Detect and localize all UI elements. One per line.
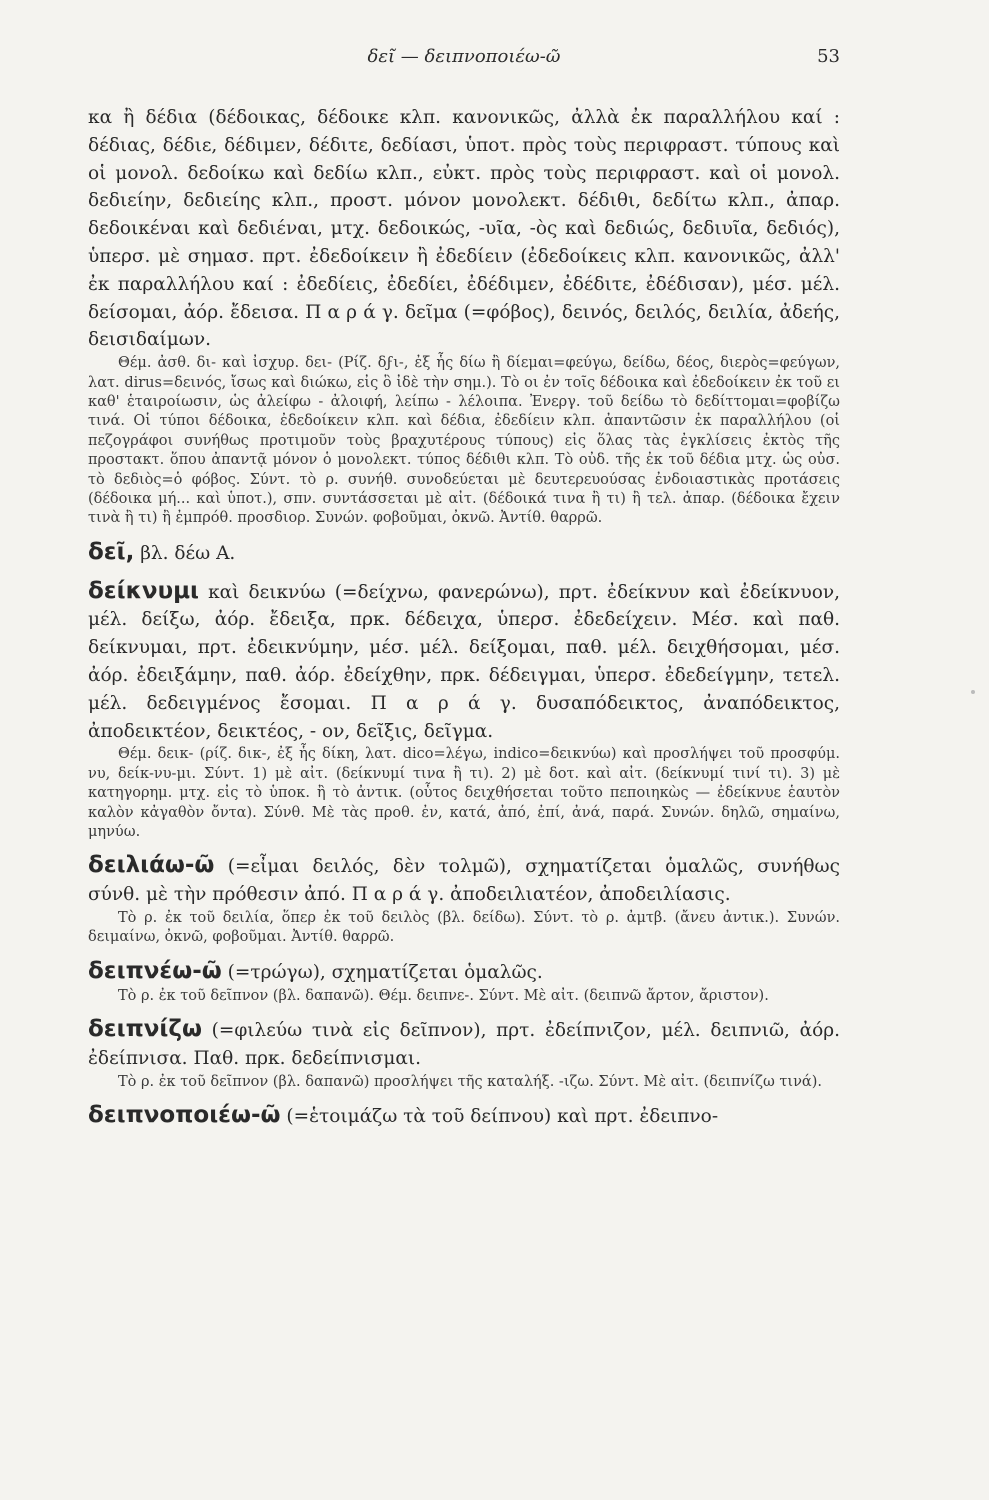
entry-notes: Τὸ ρ. ἐκ τοῦ δεῖπνον (βλ. δαπανῶ). Θέμ. δειπνε-. Σύντ. Μὲ αἰτ. (δειπνῶ ἄρτον, ἄριστον).	[118, 987, 769, 1004]
entry-continuation-text: κα ἢ δέδια (δέδοικας, δέδοικε κλπ. κανονικῶς, ἀλλὰ ἐκ παραλλήλου καί : δέδιας, δέδιε, δέδιμεν, δέδιτε, δεδίασι, ὑποτ. πρὸς τοὺς περιφραστ. τύπους καὶ οἱ μονολ. δεδοίκω καὶ δεδίω κλπ., εὐκτ. πρὸς τοὺς περιφραστ. καὶ οἱ μονολ. δεδιείην, δεδιείης κλπ., προστ. μόνον μονολεκτ. δέδιθι, δεδίτω κλπ., ἀπαρ. δεδοικέναι καὶ δεδιέναι, μτχ. δεδοικώς, -υῖα, -ὸς καὶ δεδιώς, δεδιυῖα, δεδιός), ὑπερσ. μὲ σημασ. πρτ. ἐδεδοίκειν ἢ ἐδεδίειν (ἐδεδοίκεις κλπ. κανονικῶς, ἀλλ' ἐκ παραλλήλου καί : ἐδεδίεις, ἐδεδίει, ἐδέδιμεν, ἐδέδιτε, ἐδέδισαν), μέσ. μέλ. δείσομαι, ἀόρ. ἔδεισα. Π α ρ ά γ. δεῖμα (=φόβος), δεινός, δειλός, δειλία, ἀδεής, δεισιδαίμων.	[88, 107, 840, 351]
entry-deipneo	[88, 958, 840, 987]
entry-deiliao	[88, 852, 840, 909]
entry-text: (=φιλεύω τινὰ εἰς δεῖπνον), πρτ. ἐδείπνιζον, μέλ. δειπνιῶ, ἀόρ. ἐδείπνισα. Παθ. πρκ. δεδείπνισμαι.	[88, 1020, 840, 1069]
entry-continuation-notes: Θέμ. ἀσθ. δι- καὶ ἰσχυρ. δει- (Ρίζ. δϝι-, ἐξ ἧς δίω ἢ δίεμαι=φεύγω, δείδω, δέος, διερὸς=φεύγων, λατ. dirus=δεινός, ἴσως καὶ διώκω, εἰς ὃ ἰδὲ τὴν σημ.). Τὸ οι ἐν τοῖς δέδοικα καὶ ἐδεδοίκειν ἐκ τοῦ ει καθ' ἑταιροίωσιν, ὡς ἀλείφω - ἀλοιφή, λείπω - λέλοιπα. Ἐνεργ. τοῦ δείδω τὸ δεδίττομαι=φοβίζω τινά. Οἱ τύποι δέδοικα, ἐδεδοίκειν κλπ. καὶ δέδια, ἐδεδίειν κλπ. ἀπαντῶσιν ἐκ παραλλήλου (οἱ πεζογράφοι συνήθως προτιμοῦν τοὺς βραχυτέρους τύπους) εἰς ὅλας τὰς ἐγκλίσεις ἐκτὸς τῆς προστακτ. ὅπου ἀπαντᾷ μόνον ὁ μονολεκτ. τύπος δέδιθι κλπ. Τὸ οὐδ. τῆς ἐκ τοῦ δέδια μτχ. ὡς οὐσ. τὸ δεδιὸς=ὁ φόβος. Σύντ. τὸ ρ. συνήθ. συνοδεύεται μὲ δευτερευούσας ἐνδοιαστικὰς προτάσεις (δέδοικα μή... καὶ ὑποτ.), σπν. συντάσσεται μὲ αἰτ. (δέδοικά τινα ἢ τι) ἢ τελ. ἀπαρ. (δέδοικα ἔχειν τινὰ ἢ τι) ἢ ἐμπρόθ. προσδιορ. Συνών. φοβοῦμαι, ὀκνῶ. Ἀντίθ. θαρρῶ.	[88, 355, 840, 527]
entry-text: (=ἑτοιμάζω τὰ τοῦ δείπνου) καὶ πρτ. ἐδειπνο-	[280, 1106, 719, 1128]
page-content	[88, 104, 840, 1131]
running-head	[88, 46, 840, 74]
entry-deiknymi	[88, 578, 840, 746]
entry-notes: Θέμ. δεικ- (ρίζ. δικ-, ἐξ ἧς δίκη, λατ. dico=λέγω, indico=δεικνύω) καὶ προσλήψει τοῦ προσφύμ. νυ, δείκ-νυ-μι. Σύντ. 1) μὲ αἰτ. (δείκνυμί τινα ἢ τι). 2) μὲ δοτ. καὶ αἰτ. (δείκνυμί τινί τι). 3) μὲ κατηγορημ. μτχ. εἰς τὸ ὑποκ. ἢ τὸ ἀντικ. (οὗτος δειχθήσεται τοῦτο πεποιηκὼς — ἐδείκνυε ἑαυτὸν καλὸν κἀγαθὸν ὄντα). Σύνθ. Μὲ τὰς προθ. ἐν, κατά, ἀπό, ἐπί, ἀνά, παρά. Συνών. δηλῶ, σημαίνω, μηνύω.	[88, 746, 840, 841]
headword: δειπνοποιέω-ῶ	[88, 1102, 281, 1129]
running-title: δεῖ — δειπνοποιέω-ῶ	[367, 46, 561, 67]
headword: δειπνίζω	[88, 1016, 202, 1043]
entry-dei	[88, 539, 840, 568]
entry-deipnopoieo	[88, 1102, 840, 1131]
entry-notes: Τὸ ρ. ἐκ τοῦ δειλία, ὅπερ ἐκ τοῦ δειλὸς (βλ. δείδω). Σύντ. τὸ ρ. ἀμτβ. (ἄνευ ἀντικ.). Συνών. δειμαίνω, ὀκνῶ, φοβοῦμαι. Ἀντίθ. θαρρῶ.	[88, 910, 840, 946]
headword: δειλιάω-ῶ	[88, 852, 215, 879]
headword: δειπνέω-ῶ	[88, 957, 222, 984]
paper-speck	[971, 690, 975, 694]
headword: δεῖ,	[88, 538, 135, 565]
entry-text: (=εἶμαι δειλός, δὲν τολμῶ), σχηματίζεται ὁμαλῶς, συνήθως σύνθ. μὲ τὴν πρόθεσιν ἀπό. Π α ρ ά γ. ἀποδειλιατέον, ἀποδειλίασις.	[88, 856, 840, 906]
headword: δείκνυμι	[88, 577, 199, 604]
entry-text: (=τρώγω), σχηματίζεται ὁμαλῶς.	[221, 961, 543, 983]
entry-text: βλ. δέω Α.	[134, 542, 236, 564]
entry-deipnizo	[88, 1016, 840, 1073]
page-number: 53	[817, 46, 840, 67]
entry-text: καὶ δεικνύω (=δείχνω, φανερώνω), πρτ. ἐδείκνυν καὶ ἐδείκνυον, μέλ. δείξω, ἀόρ. ἔδειξα, πρκ. δέδειχα, ὑπερσ. ἐδεδείχειν. Μέσ. καὶ παθ. δείκνυμαι, πρτ. ἐδεικνύμην, μέσ. μέλ. δείξομαι, παθ. μέλ. δειχθήσομαι, μέσ. ἀόρ. ἐδειξάμην, παθ. ἀόρ. ἐδείχθην, πρκ. δέδειγμαι, ὑπερσ. ἐδεδείγμην, τετελ. μέλ. δεδειγμένος ἔσομαι. Π α ρ ά γ. δυσαπόδεικτος, ἀναπόδεικτος, ἀποδεικτέον, δεικτέος, - ον, δεῖξις, δεῖγμα.	[88, 581, 840, 742]
entry-notes: Τὸ ρ. ἐκ τοῦ δεῖπνον (βλ. δαπανῶ) προσλήψει τῆς καταλήξ. -ιζω. Σύντ. Μὲ αἰτ. (δειπνίζω τινά).	[118, 1073, 822, 1090]
